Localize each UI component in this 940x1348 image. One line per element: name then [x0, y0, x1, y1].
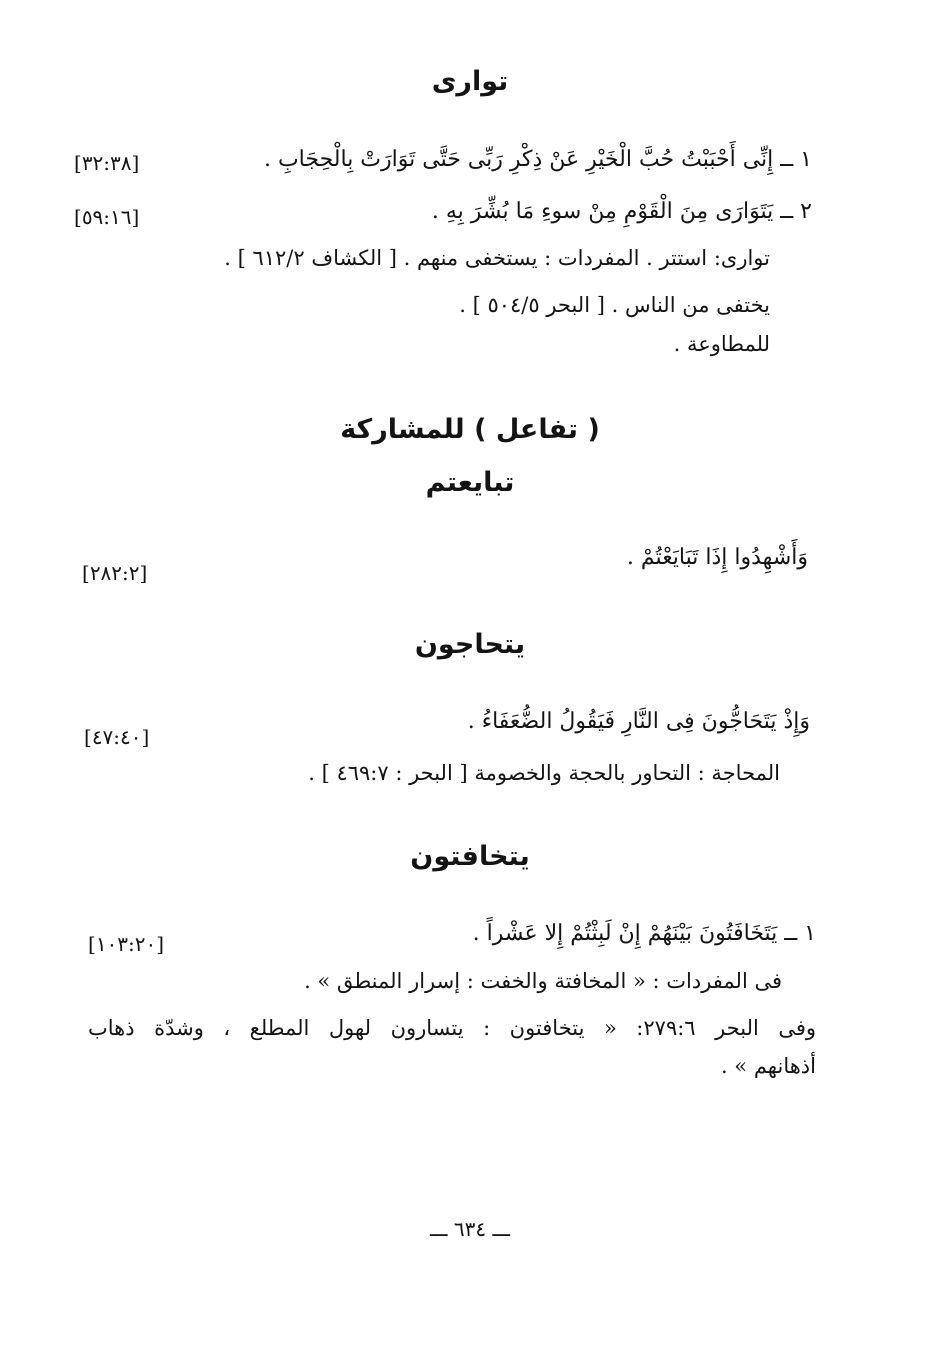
note-tawara-3: للمطاوعة . — [673, 332, 770, 356]
heading-tabayaatum: تبايعتم — [425, 467, 515, 498]
note-yatahajjun: المحاجة : التحاور بالحجة والخصومة [ البحر : ٤٦٩:٧ ] . — [308, 761, 780, 785]
heading-tawara: توارى — [431, 66, 509, 97]
verse-ref-yatakhafatun: [١٠٣:٢٠] — [88, 932, 165, 956]
note-tawara-1: توارى: استتر . المفردات : يستخفى منهم . [ الكشاف ٦١٢/٢ ] . — [224, 246, 770, 270]
note-tawara-2: يختفى من الناس . [ البحر ٥٠٤/٥ ] . — [459, 293, 770, 317]
verse-ref-1: [٣٢:٣٨] — [74, 151, 140, 175]
heading-yatakhafatun: يتخافتون — [410, 841, 530, 872]
verse-ref-tabayaatum: [٢٨٢:٢] — [82, 561, 148, 585]
verse-yatahajjun: وَإِذْ يَتَحَاجُّونَ فِى النَّارِ فَيَقُولُ الضُّعَفَاءُ . — [467, 709, 810, 734]
section-title-tafaal: ( تفاعل ) للمشاركة — [340, 414, 600, 445]
page-number: ـــ ٦٣٤ ـــ — [429, 1217, 511, 1241]
verse-tabayaatum: وَأَشْهِدُوا إِذَا تَبَايَعْتُمْ . — [626, 545, 808, 570]
verse-2: ٢ ــ يَتَوَارَى مِنَ الْقَوْمِ مِنْ سوءِ مَا بُشِّرَ بِهِ . — [431, 199, 812, 224]
heading-yatahajjun: يتحاجون — [414, 629, 526, 660]
verse-1: ١ ــ إِنِّى أَحْبَبْتُ حُبَّ الْخَيْرِ عَنْ ذِكْرِ رَبِّى حَتَّى تَوَارَتْ بِالْحِجَابِ . — [263, 147, 812, 172]
note-yatakhafatun-2: وفى البحر ٢٧٩:٦: « يتخافتون : يتسارون لهول المطلع ، وشدّة ذهاب — [88, 1016, 816, 1040]
note-yatakhafatun-3: أذهانهم » . — [720, 1054, 816, 1078]
verse-ref-yatahajjun: [٤٧:٤٠] — [84, 725, 150, 749]
note-yatakhafatun-1: فى المفردات : « المخافتة والخفت : إسرار المنطق » . — [304, 969, 782, 993]
verse-yatakhafatun: ١ ــ يَتَخَافَتُونَ بَيْنَهُمْ إِنْ لَبِثْتُمْ إِلا عَشْراً . — [472, 921, 816, 946]
verse-ref-2: [٥٩:١٦] — [74, 205, 140, 229]
